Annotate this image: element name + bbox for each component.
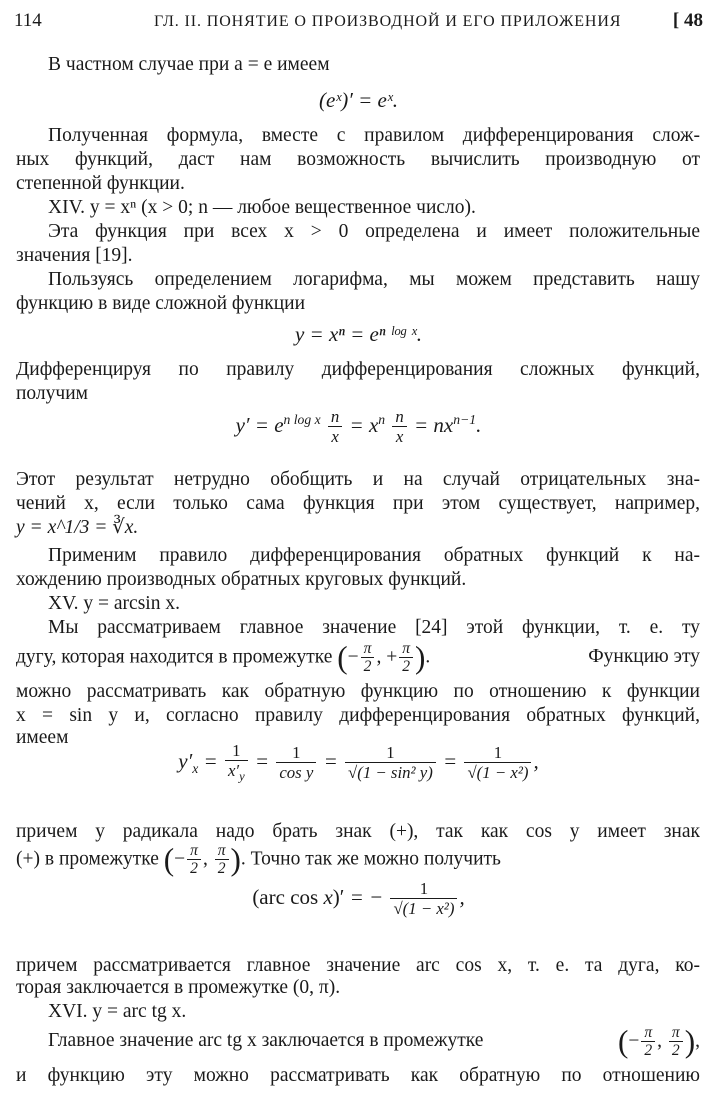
- formula-exp-derivative: (eˣ)′ = eˣ.: [319, 88, 398, 112]
- text-fragment: (+) в промежутке: [16, 848, 159, 870]
- text-fragment: Главное значение arc tg x заключается в промежутке: [48, 1030, 484, 1051]
- case-heading-xv: XV. y = arcsin x.: [48, 593, 180, 614]
- text-line-with-interval: дугу, которая находится в промежутке (− $\frac{\pi}{2}$ , + $\frac{\pi}{2}$ ). Функцию эту: [16, 640, 700, 676]
- text-line-with-interval: (+) в промежутке (− $\frac{\pi}{2}$ , $\frac{\pi}{2}$ ). Точно так же можно получить: [16, 842, 501, 878]
- text-line: функцию в виде сложной функции: [16, 293, 306, 314]
- formula-arcsin-derivative: $y'_x$ = $\frac{1}{x'_y}$ = $\frac{1}{\text{cos y}}$ = $\frac{1}{\text{√(1 − sin² y)}}$ = $\frac{1}{\text{√(1 − x²)}}$ ,: [178, 741, 539, 784]
- text-line: и функцию эту можно рассматривать как обратную по отношению: [16, 1065, 700, 1086]
- page-number: 114: [14, 10, 42, 31]
- text-line: Этот результат нетрудно обобщить и на случай отрицательных зна-: [16, 469, 700, 490]
- text-line: имеем: [16, 727, 69, 748]
- text-line: причем рассматривается главное значение arc cos x, т. е. та дуга, ко-: [16, 955, 700, 976]
- running-title: ГЛ. II. ПОНЯТИЕ О ПРОИЗВОДНОЙ И ЕГО ПРИЛОЖЕНИЯ: [154, 13, 622, 30]
- text-line: Эта функция при всех x > 0 определена и имеет положительные: [48, 221, 700, 242]
- formula-arccos-derivative: (arc cos x)′ = − $\frac{1}{\text{√(1 − x²)}}$ ,: [252, 879, 465, 919]
- formula-power-derivative: $y' = e^{n log x}$ $\frac{n}{x}$ = $x^n$ $\frac{n}{x}$ = $nx^{n-1}$.: [235, 407, 482, 447]
- text-line: торая заключается в промежутке (0, π).: [16, 977, 341, 998]
- text-fragment: Точно так же можно получить: [250, 848, 501, 870]
- text-line: ных функций, даст нам возможность вычислить производную от: [16, 149, 700, 170]
- text-line: Мы рассматриваем главное значение [24] этой функции, т. е. ту: [48, 617, 700, 638]
- text-line: можно рассматривать как обратную функцию по отношению к функции: [16, 681, 700, 702]
- text-line: степенной функции.: [16, 173, 185, 194]
- text-line-with-interval: Главное значение arc tg x заключается в промежутке (− $\frac{\pi}{2}$ , $\frac{\pi}{2}$ ),: [48, 1024, 700, 1060]
- case-heading-xvi: XVI. y = arc tg x.: [48, 1001, 187, 1022]
- text-fragment: Функцию эту: [588, 646, 700, 667]
- text-line: Применим правило дифференцирования обратных функций к на-: [48, 545, 700, 566]
- case-heading-xiv: XIV. y = xⁿ (x > 0; n — любое вещественное число).: [48, 197, 476, 218]
- text-line: В частном случае при a = e имеем: [48, 54, 330, 75]
- running-header: [14, 10, 703, 36]
- text-line: Пользуясь определением логарифма, мы можем представить нашу: [48, 269, 700, 290]
- text-line: причем у радикала надо брать знак (+), так как cos y имеет знак: [16, 821, 700, 842]
- section-marker: [ 48: [672, 10, 703, 31]
- text-line: значения [19].: [16, 245, 133, 266]
- text-line: Полученная формула, вместе с правилом дифференцирования слож-: [48, 125, 700, 146]
- text-line: x = sin y и, согласно правилу дифференцирования обратных функций,: [16, 705, 700, 726]
- text-line: получим: [16, 383, 88, 404]
- text-fragment: дугу, которая находится в промежутке: [16, 646, 333, 668]
- text-line: Дифференцируя по правилу дифференцирования сложных функций,: [16, 359, 700, 380]
- example-cube-root: y = x^1/3 = ∛x.: [16, 517, 139, 538]
- text-line: чений x, если только сама функция при этом существует, например,: [16, 493, 700, 514]
- formula-power-as-exp: y = xⁿ = eⁿ ˡᵒᵍ ˣ.: [294, 322, 423, 346]
- text-line: хождению производных обратных круговых функций.: [16, 569, 467, 590]
